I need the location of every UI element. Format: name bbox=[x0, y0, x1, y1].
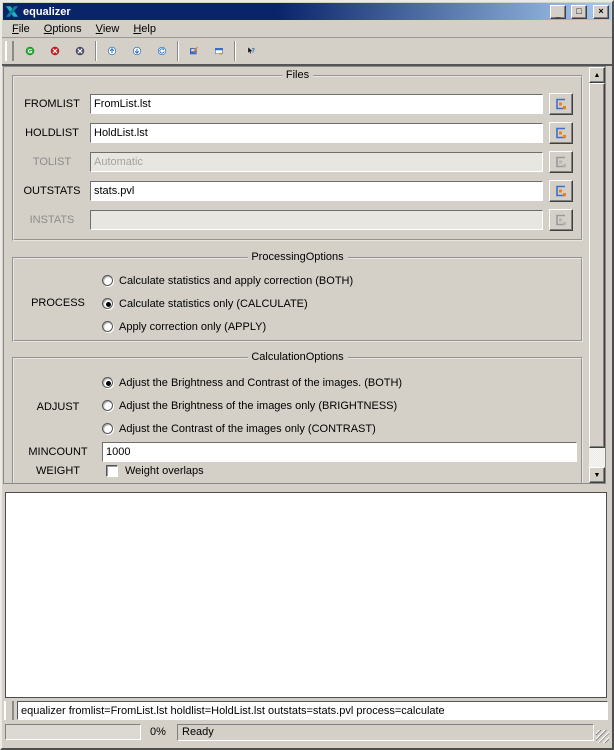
scroll-down-button[interactable] bbox=[589, 467, 605, 483]
status-message: Ready bbox=[182, 726, 214, 738]
menu-help[interactable]: Help bbox=[133, 22, 156, 35]
menu-options[interactable]: Options bbox=[43, 22, 82, 35]
reload-icon bbox=[157, 41, 167, 61]
toolbar-drag-handle[interactable] bbox=[5, 41, 14, 61]
maximize-button[interactable]: □ bbox=[571, 5, 587, 19]
outstats-row bbox=[14, 180, 579, 202]
file-browse-icon-disabled bbox=[554, 213, 568, 227]
instats-input[interactable] bbox=[90, 210, 543, 230]
calculation-options-title: CalculationOptions bbox=[247, 351, 347, 363]
tolist-browse-button bbox=[549, 151, 573, 173]
adjust-both-label: Adjust the Brightness and Contrast of the images. (BOTH) bbox=[119, 376, 403, 389]
toolbar-separator bbox=[234, 41, 236, 61]
log-output-area[interactable] bbox=[5, 492, 607, 698]
process-calculate-radio[interactable] bbox=[102, 298, 113, 309]
menu-view[interactable]: View bbox=[95, 22, 120, 35]
fromlist-label: FROMLIST bbox=[24, 98, 80, 110]
new-window-icon bbox=[214, 41, 224, 61]
reload-button[interactable] bbox=[150, 39, 174, 63]
move-down-icon bbox=[132, 41, 142, 61]
window-title: equalizer bbox=[23, 5, 71, 18]
process-both-option[interactable] bbox=[14, 269, 581, 292]
x11-logo-icon[interactable] bbox=[5, 5, 20, 19]
outstats-input[interactable] bbox=[90, 181, 543, 201]
run-button[interactable] bbox=[18, 39, 42, 63]
holdlist-input[interactable] bbox=[90, 123, 543, 143]
adjust-contrast-option[interactable] bbox=[14, 417, 581, 440]
files-group-title: Files bbox=[282, 69, 313, 81]
process-calculate-label: Calculate statistics only (CALCULATE) bbox=[119, 297, 308, 310]
weight-overlaps-option[interactable] bbox=[102, 465, 575, 477]
tolist-row bbox=[14, 151, 579, 173]
move-down-button[interactable] bbox=[125, 39, 149, 63]
minimize-button[interactable]: _ bbox=[550, 5, 566, 19]
adjust-brightness-radio[interactable] bbox=[102, 400, 113, 411]
parameter-scroll-view bbox=[3, 66, 606, 484]
menu-file[interactable]: File bbox=[12, 22, 30, 35]
command-line-field[interactable] bbox=[17, 701, 608, 720]
files-group bbox=[12, 69, 583, 241]
svg-text:G: G bbox=[27, 49, 33, 55]
holdlist-label: HOLDLIST bbox=[25, 127, 79, 139]
process-both-radio[interactable] bbox=[102, 275, 113, 286]
mincount-label: MINCOUNT bbox=[28, 446, 88, 458]
stop-button[interactable] bbox=[43, 39, 67, 63]
command-bar-drag-handle[interactable] bbox=[4, 701, 14, 720]
progress-percent: 0% bbox=[150, 726, 166, 738]
process-apply-option[interactable] bbox=[14, 315, 581, 338]
weight-label: WEIGHT bbox=[36, 465, 80, 477]
abort-button[interactable] bbox=[68, 39, 92, 63]
toolbar-separator bbox=[177, 41, 179, 61]
whats-this-help-button[interactable] bbox=[239, 39, 263, 63]
holdlist-row bbox=[14, 122, 579, 144]
weight-row bbox=[14, 465, 581, 477]
process-label: PROCESS bbox=[31, 297, 85, 309]
progress-bar bbox=[5, 724, 141, 740]
fromlist-browse-button[interactable] bbox=[549, 93, 573, 115]
status-message-panel bbox=[177, 724, 594, 741]
scroll-down-icon: ▼ bbox=[593, 471, 601, 479]
instats-row bbox=[14, 209, 579, 231]
tolist-label: TOLIST bbox=[32, 156, 72, 168]
file-browse-icon bbox=[554, 126, 568, 140]
processing-options-title: ProcessingOptions bbox=[247, 251, 347, 263]
svg-text:?: ? bbox=[251, 47, 255, 55]
scrollbar-thumb[interactable] bbox=[589, 83, 605, 448]
save-config-button[interactable] bbox=[182, 39, 206, 63]
outstats-browse-button[interactable] bbox=[549, 180, 573, 202]
parameter-viewport bbox=[4, 67, 589, 483]
move-up-button[interactable] bbox=[100, 39, 124, 63]
adjust-brightness-label: Adjust the Brightness of the images only (BRIGHTNESS) bbox=[119, 399, 398, 412]
fromlist-row bbox=[14, 93, 579, 115]
scroll-up-button[interactable] bbox=[589, 67, 605, 83]
outstats-label: OUTSTATS bbox=[23, 185, 81, 197]
svg-text:★: ★ bbox=[218, 51, 223, 56]
adjust-both-option[interactable] bbox=[14, 371, 581, 394]
mincount-row bbox=[14, 442, 581, 462]
mincount-input[interactable] bbox=[102, 442, 577, 462]
file-browse-icon bbox=[554, 97, 568, 111]
new-window-button[interactable] bbox=[207, 39, 231, 63]
adjust-label: ADJUST bbox=[36, 401, 80, 413]
calculation-options-group bbox=[12, 351, 583, 483]
file-browse-icon bbox=[554, 184, 568, 198]
menu-bar bbox=[2, 20, 612, 38]
vertical-scrollbar[interactable] bbox=[589, 67, 605, 483]
processing-options-group bbox=[12, 251, 583, 342]
fromlist-input[interactable] bbox=[90, 94, 543, 114]
scroll-up-icon: ▲ bbox=[593, 71, 601, 79]
process-both-label: Calculate statistics and apply correction (BOTH) bbox=[119, 274, 354, 287]
file-browse-icon-disabled bbox=[554, 155, 568, 169]
move-up-icon bbox=[107, 41, 117, 61]
instats-browse-button bbox=[549, 209, 573, 231]
run-icon bbox=[25, 41, 35, 61]
instats-label: INSTATS bbox=[29, 214, 75, 226]
adjust-contrast-label: Adjust the Contrast of the images only (CONTRAST) bbox=[119, 422, 376, 435]
whats-this-help-icon bbox=[246, 41, 256, 61]
close-button[interactable]: × bbox=[593, 5, 609, 19]
toolbar-separator bbox=[95, 41, 97, 61]
tolist-input[interactable] bbox=[90, 152, 543, 172]
command-bar bbox=[4, 701, 608, 720]
status-bar bbox=[5, 721, 609, 743]
weight-overlaps-label: Weight overlaps bbox=[125, 465, 204, 477]
abort-icon bbox=[75, 41, 85, 61]
title-bar[interactable] bbox=[3, 3, 611, 20]
stop-icon bbox=[50, 41, 60, 61]
process-apply-label: Apply correction only (APPLY) bbox=[119, 320, 267, 333]
command-line-text: equalizer fromlist=FromList.lst holdlist=HoldList.lst outstats=stats.pvl process=calculate bbox=[21, 704, 445, 717]
toolbar bbox=[2, 38, 612, 66]
holdlist-browse-button[interactable] bbox=[549, 122, 573, 144]
process-apply-radio[interactable] bbox=[102, 321, 113, 332]
adjust-both-radio[interactable] bbox=[102, 377, 113, 388]
weight-overlaps-checkbox[interactable] bbox=[106, 465, 118, 477]
resize-grip[interactable] bbox=[596, 730, 609, 743]
adjust-contrast-radio[interactable] bbox=[102, 423, 113, 434]
save-config-icon bbox=[189, 41, 199, 61]
